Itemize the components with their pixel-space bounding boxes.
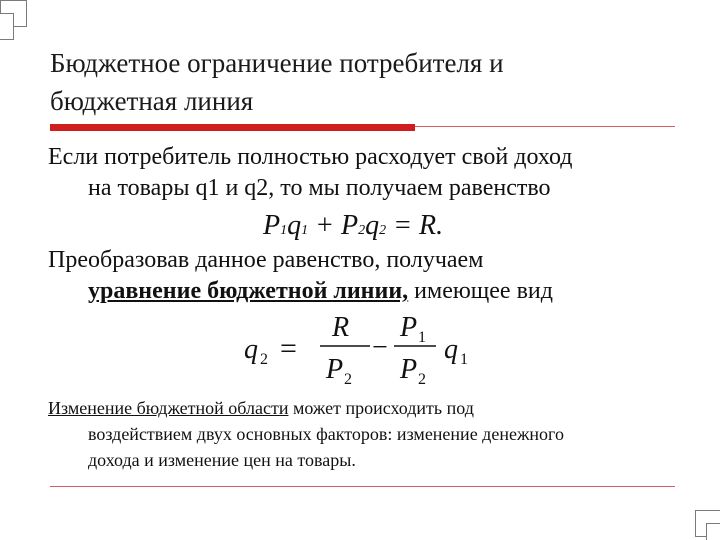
budget-line-term: уравнение бюджетной линии, — [88, 278, 409, 304]
formula-subscript: 2 — [260, 351, 268, 368]
paragraph-line — [48, 276, 688, 307]
formula-symbol: P — [326, 354, 344, 385]
eq-symbol: q — [365, 210, 380, 241]
eq-operator: + — [308, 210, 342, 241]
eq-subscript: 1 — [301, 223, 309, 238]
formula-subscript: 2 — [418, 371, 426, 388]
corner-square-decoration — [706, 523, 720, 540]
bottom-divider — [50, 486, 675, 487]
eq-symbol: q — [287, 210, 302, 241]
paragraph-line: воздействием двух основных факторов: изменение денежного — [88, 424, 564, 444]
eq-symbol: P — [263, 210, 281, 241]
paragraph-line: Преобразовав данное равенство, получаем — [48, 247, 484, 273]
formula-symbol: P — [400, 312, 418, 343]
formula-symbol: P — [400, 354, 418, 385]
eq-subscript: 2 — [379, 223, 387, 238]
eq-result: = R. — [386, 210, 444, 241]
paragraph-factors — [48, 395, 688, 473]
paragraph-line: дохода и изменение цен на товары. — [88, 450, 356, 470]
eq-subscript: 2 — [358, 223, 366, 238]
paragraph-line-rest: имеющее вид — [408, 278, 553, 304]
eq-subscript: 1 — [280, 223, 288, 238]
paragraph-line: на товары q1 и q2, то мы получаем равенство — [88, 175, 551, 201]
paragraph-transformation — [48, 245, 688, 307]
formula-symbol: R — [332, 312, 350, 343]
formula-symbol: q — [444, 334, 458, 365]
paragraph-budget-condition — [48, 142, 688, 204]
title-divider — [415, 126, 675, 127]
paragraph-line-rest: может происходить под — [288, 398, 474, 418]
budget-area-term: Изменение бюджетной области — [48, 398, 289, 418]
title-accent-rule — [50, 124, 415, 131]
budget-equation — [263, 210, 443, 242]
title-line: Бюджетное ограничение потребителя и — [50, 48, 504, 78]
corner-square-decoration — [0, 13, 14, 40]
eq-symbol: P — [341, 210, 359, 241]
title-line: бюджетная линия — [50, 86, 254, 116]
formula-subscript: 1 — [418, 329, 426, 346]
budget-line-formula — [240, 310, 480, 390]
formula-symbol: q — [244, 334, 258, 365]
paragraph-line: Если потребитель полностью расходует свой доход — [48, 144, 573, 170]
paragraph-line — [48, 395, 688, 421]
formula-subscript: 1 — [460, 351, 468, 368]
formula-subscript: 2 — [344, 371, 352, 388]
formula-equals: = — [280, 332, 297, 365]
slide-title — [50, 44, 690, 120]
formula-operator: − — [372, 332, 388, 363]
